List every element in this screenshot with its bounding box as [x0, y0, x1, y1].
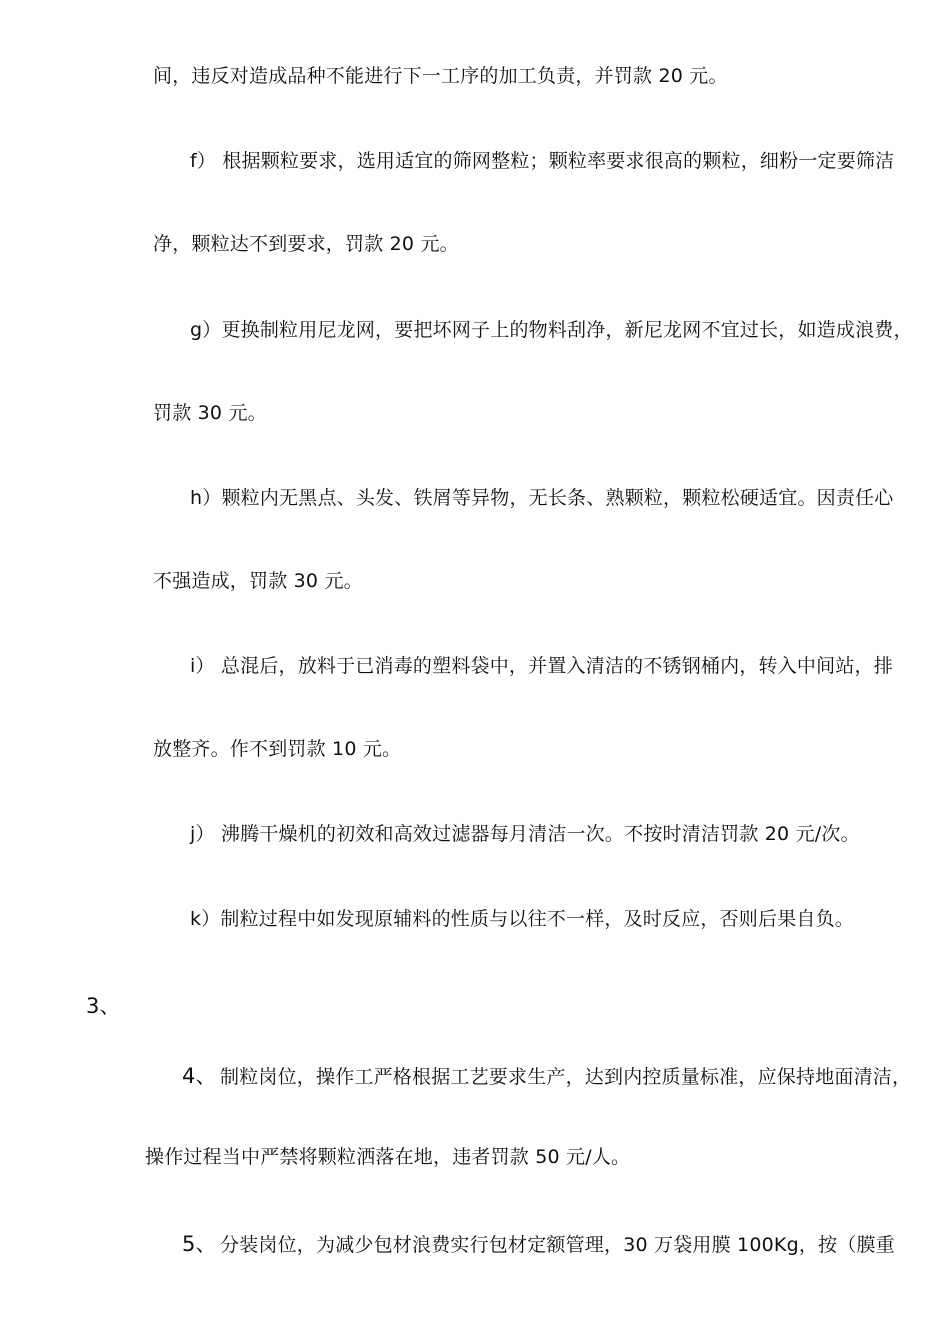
- text-line-section-5: 分装岗位，为减少包材浪费实行包材定额管理，30 万袋用膜 100Kg，按（膜重: [220, 1234, 895, 1256]
- text-line-item-g-cont: 罚款 30 元。: [153, 402, 267, 424]
- section-number-5: 5、: [182, 1232, 217, 1256]
- section-number-3: 3、: [86, 994, 121, 1018]
- text-line-item-h-cont: 不强造成，罚款 30 元。: [153, 570, 363, 592]
- text-line-item-f: f） 根据颗粒要求，选用适宜的筛网整粒；颗粒率要求很高的颗粒，细粉一定要筛洁: [190, 150, 895, 172]
- text-line-item-i: i） 总混后，放料于已消毒的塑料袋中，并置入清洁的不锈钢桶内，转入中间站，排: [190, 655, 893, 677]
- text-line-item-f-cont: 净，颗粒达不到要求，罚款 20 元。: [153, 233, 459, 255]
- section-number-4: 4、: [182, 1064, 217, 1088]
- text-line-section-4-cont: 操作过程当中严禁将颗粒洒落在地，违者罚款 50 元/人。: [145, 1146, 631, 1168]
- text-line-item-j: j） 沸腾干燥机的初效和高效过滤器每月清洁一次。不按时清洁罚款 20 元/次。: [190, 823, 860, 845]
- text-line-item-g: g）更换制粒用尼龙网，要把坏网子上的物料刮净，新尼龙网不宜过长，如造成浪费，: [190, 319, 913, 341]
- text-line-item-h: h）颗粒内无黑点、头发、铁屑等异物，无长条、熟颗粒，颗粒松硬适宜。因责任心: [190, 487, 894, 509]
- text-line-section-4: 制粒岗位，操作工严格根据工艺要求生产，达到内控质量标准，应保持地面清洁，: [220, 1066, 912, 1088]
- text-line-item-k: k）制粒过程中如发现原辅料的性质与以往不一样，及时反应，否则后果自负。: [190, 908, 855, 930]
- text-line-item-i-cont: 放整齐。作不到罚款 10 元。: [153, 738, 402, 760]
- text-line-continuation-e: 间，违反对造成品种不能进行下一工序的加工负责，并罚款 20 元。: [153, 65, 728, 87]
